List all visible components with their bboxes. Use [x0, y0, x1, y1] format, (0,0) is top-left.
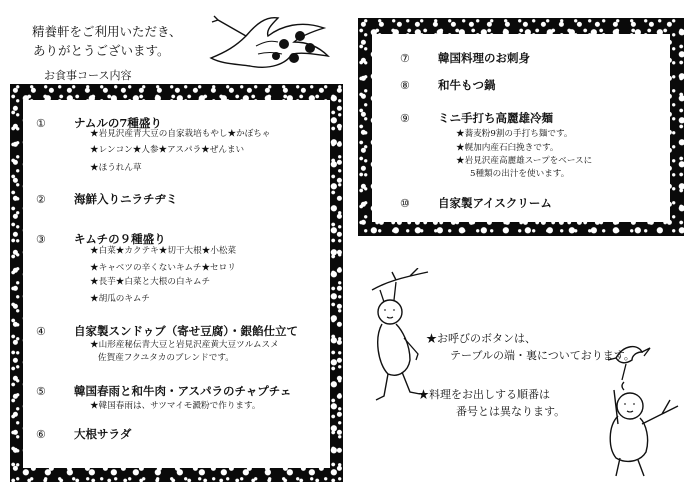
menu-item-detail: ★ほうれん草: [90, 163, 142, 173]
menu-item: [400, 47, 530, 66]
child-holding-bird-icon: [586, 330, 686, 484]
menu-item-detail: ★蕎麦粉9割の手打ち麺です。: [456, 129, 573, 139]
menu-item-name: 大根サラダ: [74, 427, 132, 441]
menu-item-number: ①: [36, 117, 46, 130]
menu-item-detail: ★胡瓜のキムチ: [90, 294, 150, 304]
menu-item-detail: ★レンコン★人参★アスパラ★ぜんまい: [90, 145, 245, 155]
menu-item-detail: ★韓国春雨は、サツマイモ澱粉で作ります。: [90, 401, 261, 411]
phoenix-bird-icon: [206, 6, 336, 82]
menu-item-name: 韓国春雨と和牛肉・アスパラのチャプチェ: [74, 384, 292, 398]
menu-item-number: ⑨: [400, 112, 410, 125]
menu-item-detail: 5種類の出汁を使います。: [470, 169, 570, 179]
note-line: ★料理をお出しする順番は: [418, 388, 550, 401]
menu-item-number: ⑤: [36, 385, 46, 398]
menu-item-number: ②: [36, 193, 46, 206]
menu-item: [36, 188, 178, 207]
menu-item-detail: ★岩見沢産青大豆の自家栽培もやし★かぼちゃ: [90, 129, 271, 139]
menu-item-detail: ★白菜★カクテキ★切干大根★小松菜: [90, 246, 237, 256]
menu-item-detail: ★岩見沢産高麗雄スープをベースに: [456, 156, 593, 166]
menu-item-name: 海鮮入りニラチヂミ: [74, 192, 178, 206]
menu-item-name: 自家製アイスクリーム: [438, 196, 552, 210]
menu-item-number: ⑦: [400, 52, 410, 65]
menu-item-number: ⑥: [36, 428, 46, 441]
menu-item-name: キムチの９種盛り: [74, 232, 166, 246]
note-line: ★お呼びのボタンは、: [426, 332, 536, 345]
menu-item: [400, 192, 552, 211]
menu-item-name: 韓国料理のお刺身: [438, 51, 530, 65]
menu-item-name: 自家製スンドゥブ（寄せ豆腐）・銀餡仕立て: [74, 324, 298, 338]
greeting-line: ありがとうございます。: [33, 43, 170, 58]
menu-item-detail: ★山形産秘伝青大豆と岩見沢産黄大豆ツルムスメ: [90, 340, 279, 350]
menu-item-number: ④: [36, 325, 46, 338]
menu-item: [400, 107, 553, 126]
menu-item-detail: ★幌加内産石臼挽きです。: [456, 143, 559, 153]
menu-item-name: ナムルの7種盛り: [74, 116, 162, 130]
menu-item: [36, 423, 131, 442]
greeting: [32, 22, 182, 60]
menu-item: [36, 380, 291, 399]
note-line: テーブルの端・裏についております。: [450, 349, 635, 362]
menu-item-name: ミニ手打ち高麗雄冷麺: [438, 111, 553, 125]
menu-item-number: ③: [36, 233, 46, 246]
menu-item: [400, 74, 496, 93]
serving-order-note: [418, 386, 565, 420]
course-title: お食事コース内容: [44, 69, 132, 82]
note-line: 番号とは異なります。: [456, 405, 566, 418]
menu-item-number: ⑧: [400, 79, 410, 92]
menu-item-name: 和牛もつ鍋: [438, 78, 496, 92]
menu-item-detail: 佐賀産フクユタカのブレンドです。: [98, 353, 234, 363]
menu-item-detail: ★キャベツの辛くないキムチ★セロリ: [90, 263, 236, 273]
menu-item-detail: ★長芋★白菜と大根の白キムチ: [90, 277, 211, 287]
greeting-line: 精養軒をご利用いただき、: [32, 24, 182, 39]
menu-item-number: ⑩: [400, 197, 410, 210]
menu-item: [36, 320, 298, 339]
